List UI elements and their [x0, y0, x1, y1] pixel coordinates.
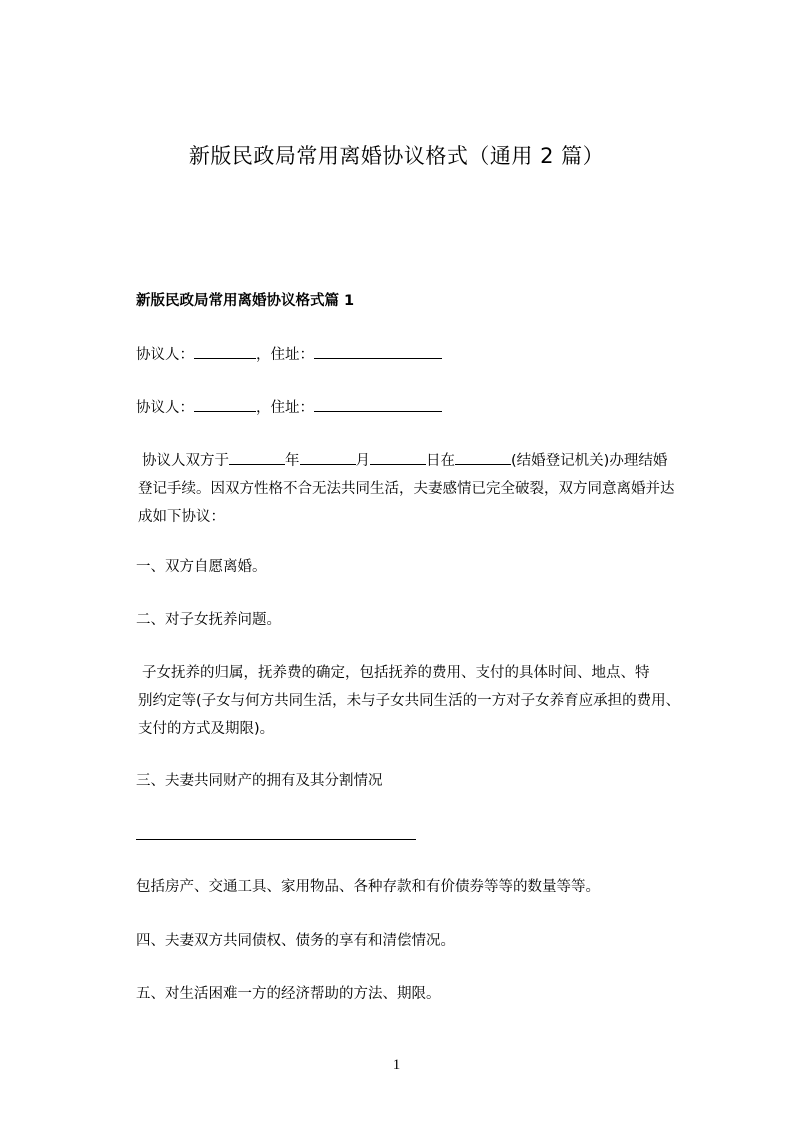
clause-3: 三、夫妻共同财产的拥有及其分割情况 — [136, 773, 383, 789]
clause-5: 五、对生活困难一方的经济帮助的方法、期限。 — [136, 986, 441, 1002]
intro-year: 年 — [285, 453, 300, 469]
intro-text-a: 协议人双方于 — [142, 453, 229, 469]
intro-line-1 — [136, 447, 698, 475]
registry-blank — [455, 450, 511, 465]
year-blank — [229, 450, 285, 465]
clause-3-fill-line — [136, 839, 416, 840]
clause-3-note: 包括房产、交通工具、家用物品、各种存款和有价债券等等的数量等等。 — [136, 879, 600, 895]
intro-line-3: 成如下协议： — [138, 509, 225, 525]
page-number: 1 — [392, 1057, 401, 1073]
party-1-label: 协议人： — [136, 347, 194, 363]
party-2-label: 协议人： — [136, 400, 194, 416]
clause-1: 一、双方自愿离婚。 — [136, 559, 267, 575]
month-blank — [300, 450, 356, 465]
party-2-name-blank — [194, 397, 256, 412]
intro-text-b: (结婚登记机关)办理结婚 — [511, 453, 668, 469]
clause-2: 二、对子女抚养问题。 — [136, 612, 281, 628]
section-title: 新版民政局常用离婚协议格式篇 1 — [136, 293, 355, 309]
day-blank — [370, 450, 426, 465]
party-1-line — [136, 341, 696, 369]
party-1-name-blank — [194, 344, 256, 359]
party-1-address-blank — [314, 344, 442, 359]
party-2-address-blank — [314, 397, 442, 412]
party-2-address-label: ，住址： — [256, 400, 314, 416]
clause-2-body-line-1: 子女抚养的归属，抚养费的确定，包括抚养的费用、支付的具体时间、地点、特 — [142, 665, 650, 681]
party-2-line — [136, 394, 696, 422]
clause-2-body-line-2: 别约定等(子女与何方共同生活，未与子女共同生活的一方对子女养育应承担的费用、 — [138, 693, 681, 709]
clause-2-body — [136, 659, 698, 743]
intro-paragraph — [136, 447, 698, 531]
clause-2-body-line-3: 支付的方式及期限)。 — [138, 721, 275, 737]
party-1-address-label: ，住址： — [256, 347, 314, 363]
intro-day: 日在 — [426, 453, 455, 469]
intro-line-2: 登记手续。因双方性格不合无法共同生活，夫妻感情已完全破裂，双方同意离婚并达 — [138, 481, 675, 497]
clause-4: 四、夫妻双方共同债权、债务的享有和清偿情况。 — [136, 933, 455, 949]
intro-month: 月 — [355, 453, 370, 469]
document-title: 新版民政局常用离婚协议格式（通用 2 篇） — [188, 144, 605, 168]
